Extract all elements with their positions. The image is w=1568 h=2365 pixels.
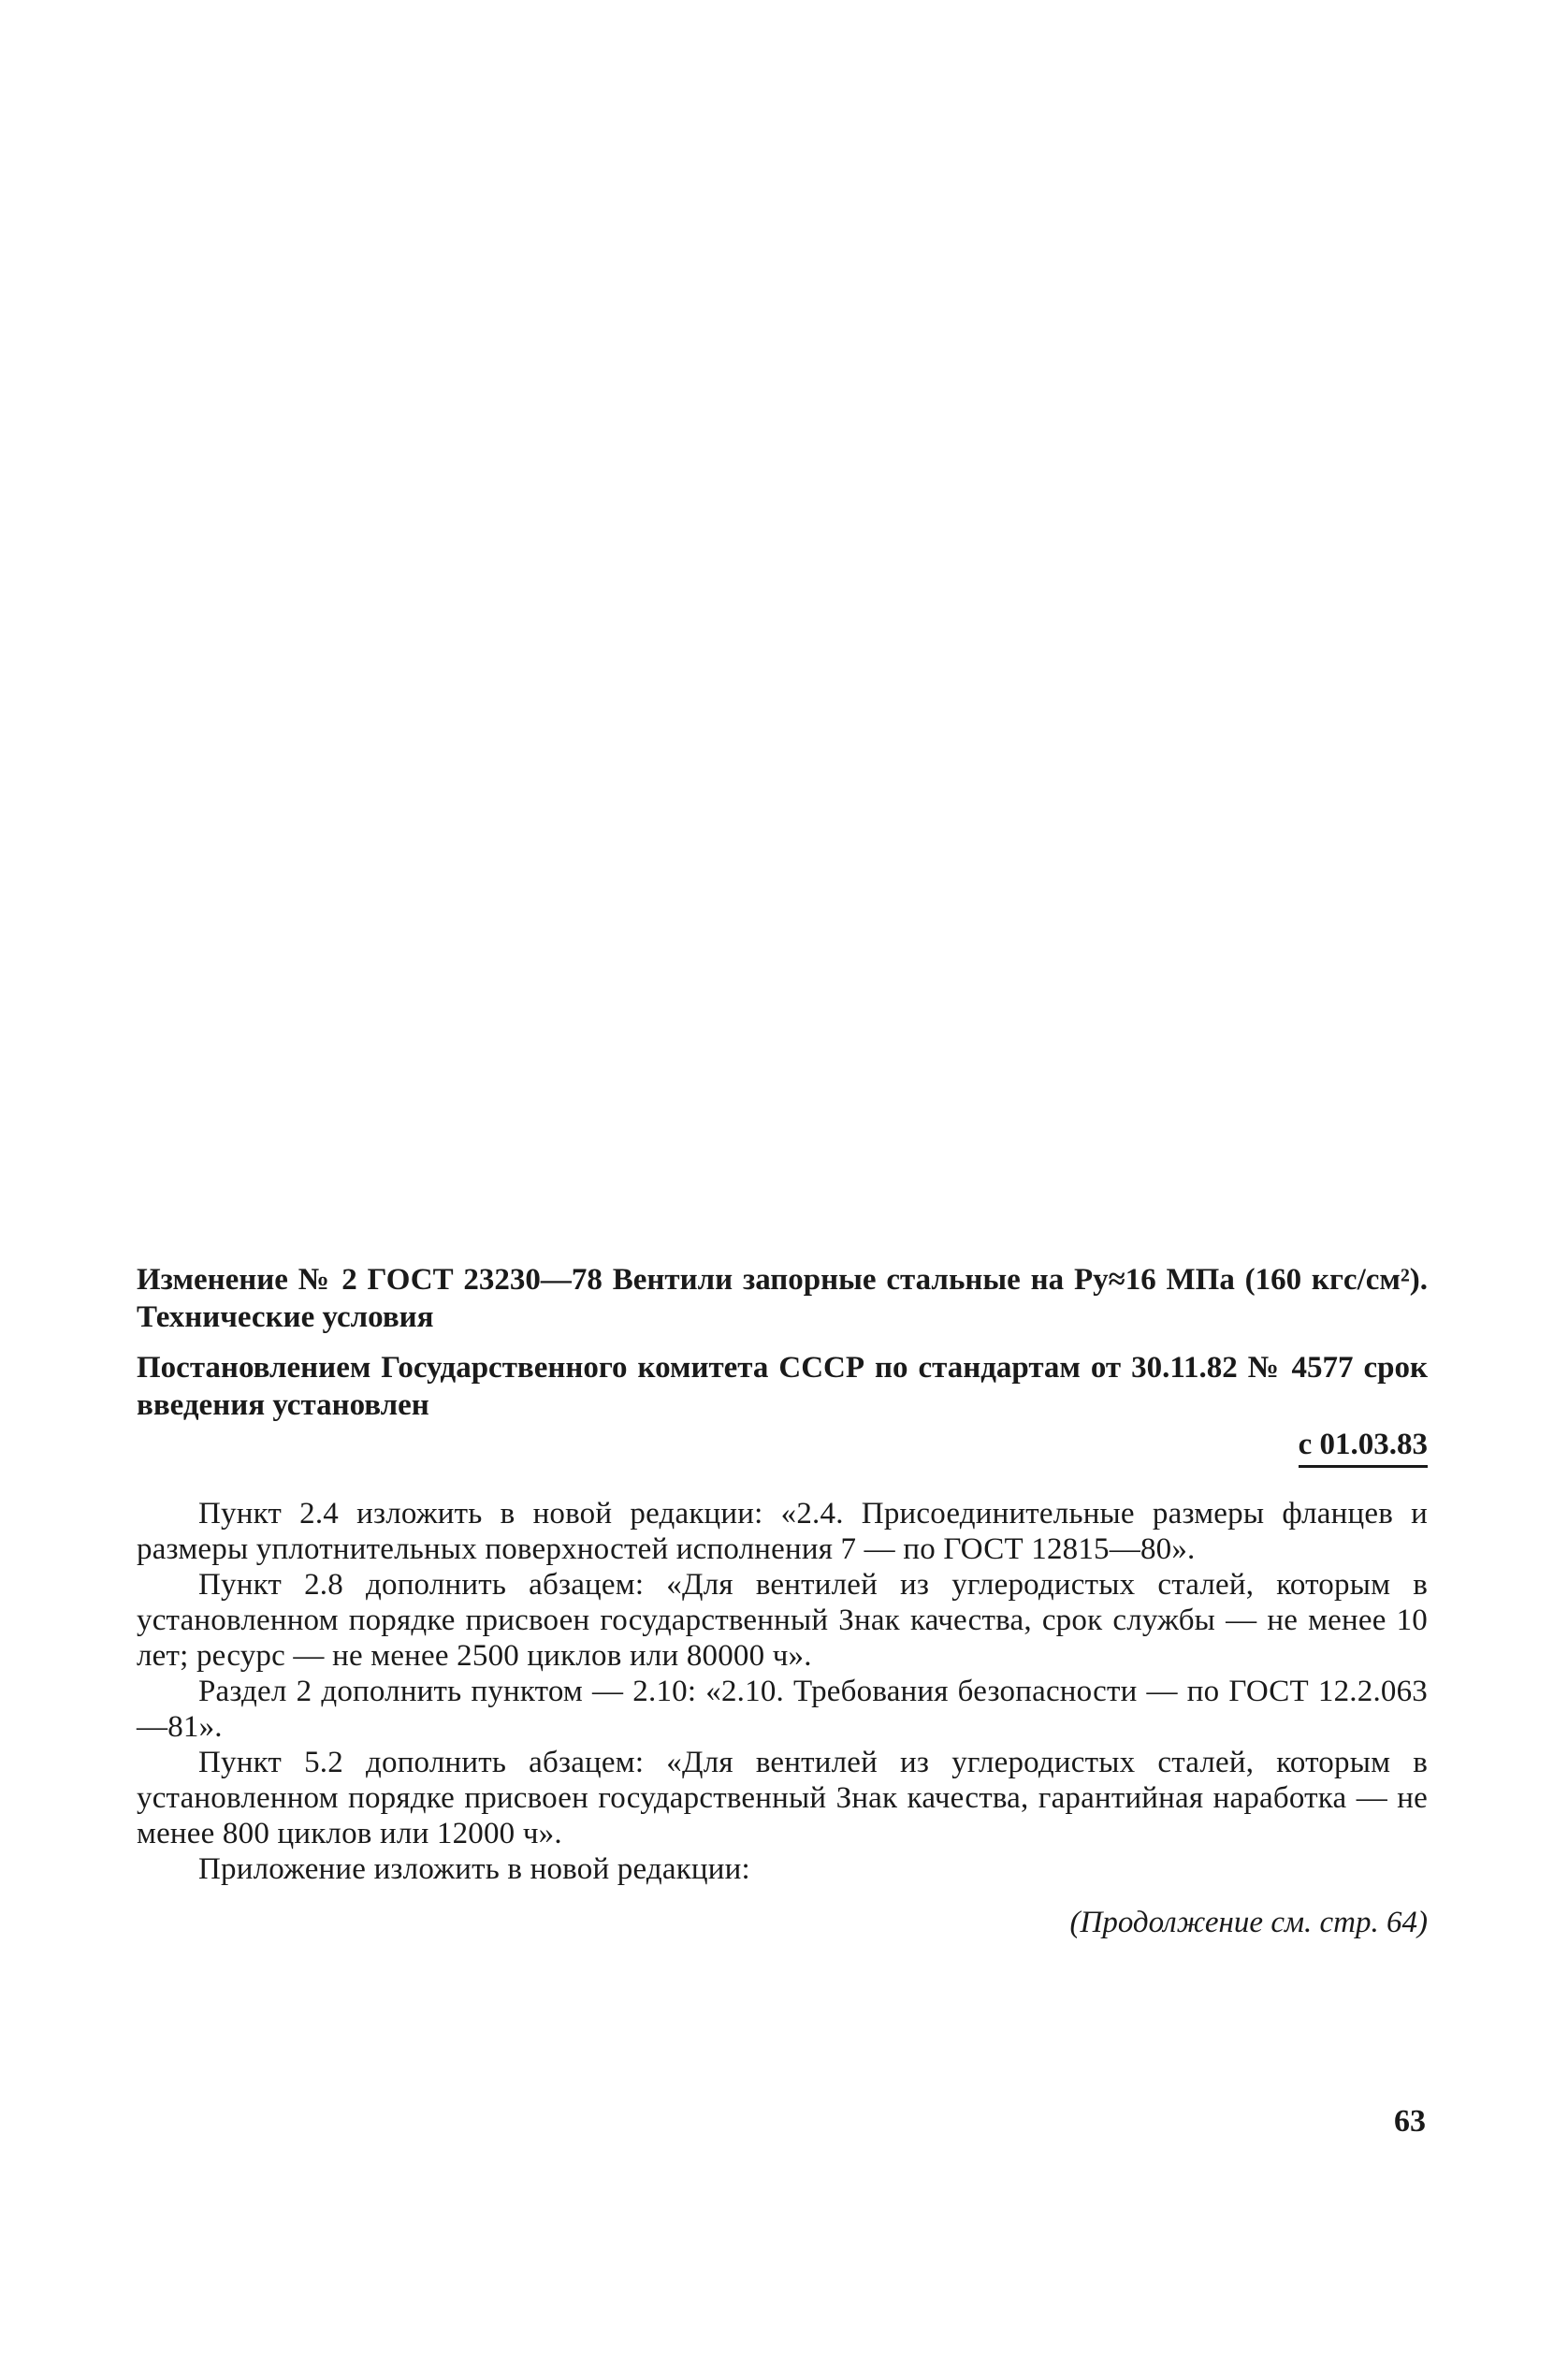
continued-note: (Продолжение см. стр. 64): [1069, 1906, 1428, 1939]
amendment-body: [137, 1496, 1428, 1887]
amendment-content: [137, 1261, 1428, 1941]
paragraph: Пункт 5.2 дополнить абзацем: «Для вентилей из углеродистых сталей, которым в установленном порядке присвоен государственный Знак качества, гарантийная наработка — не менее 800 циклов или 12000 ч».: [137, 1746, 1428, 1850]
effective-date: с 01.03.83: [1299, 1426, 1428, 1468]
paragraph: Пункт 2.4 изложить в новой редакции: «2.4. Присоединительные размеры фланцев и размеры уплотнительных поверхностей исполнения 7 — по ГОСТ 12815—80».: [137, 1497, 1428, 1566]
page-number: 63: [1394, 2104, 1426, 2139]
decree-statement: Постановлением Государственного комитета СССР по стандартам от 30.11.82 № 4577 срок введения установлен: [137, 1351, 1428, 1422]
effective-date-row: [137, 1426, 1428, 1468]
paragraph: Раздел 2 дополнить пунктом — 2.10: «2.10. Требования безопасности — по ГОСТ 12.2.063—81».: [137, 1675, 1428, 1744]
paragraph: Приложение изложить в новой редакции:: [198, 1852, 750, 1886]
amendment-title: Изменение № 2 ГОСТ 23230—78 Вентили запорные стальные на Py≈16 МПа (160 кгс/см²). Технические условия: [137, 1263, 1428, 1334]
paragraph: Пункт 2.8 дополнить абзацем: «Для вентилей из углеродистых сталей, которым в установленном порядке присвоен государственный Знак качества, срок службы — не менее 10 лет; ресурс — не менее 2500 циклов или 80000 ч».: [137, 1568, 1428, 1673]
